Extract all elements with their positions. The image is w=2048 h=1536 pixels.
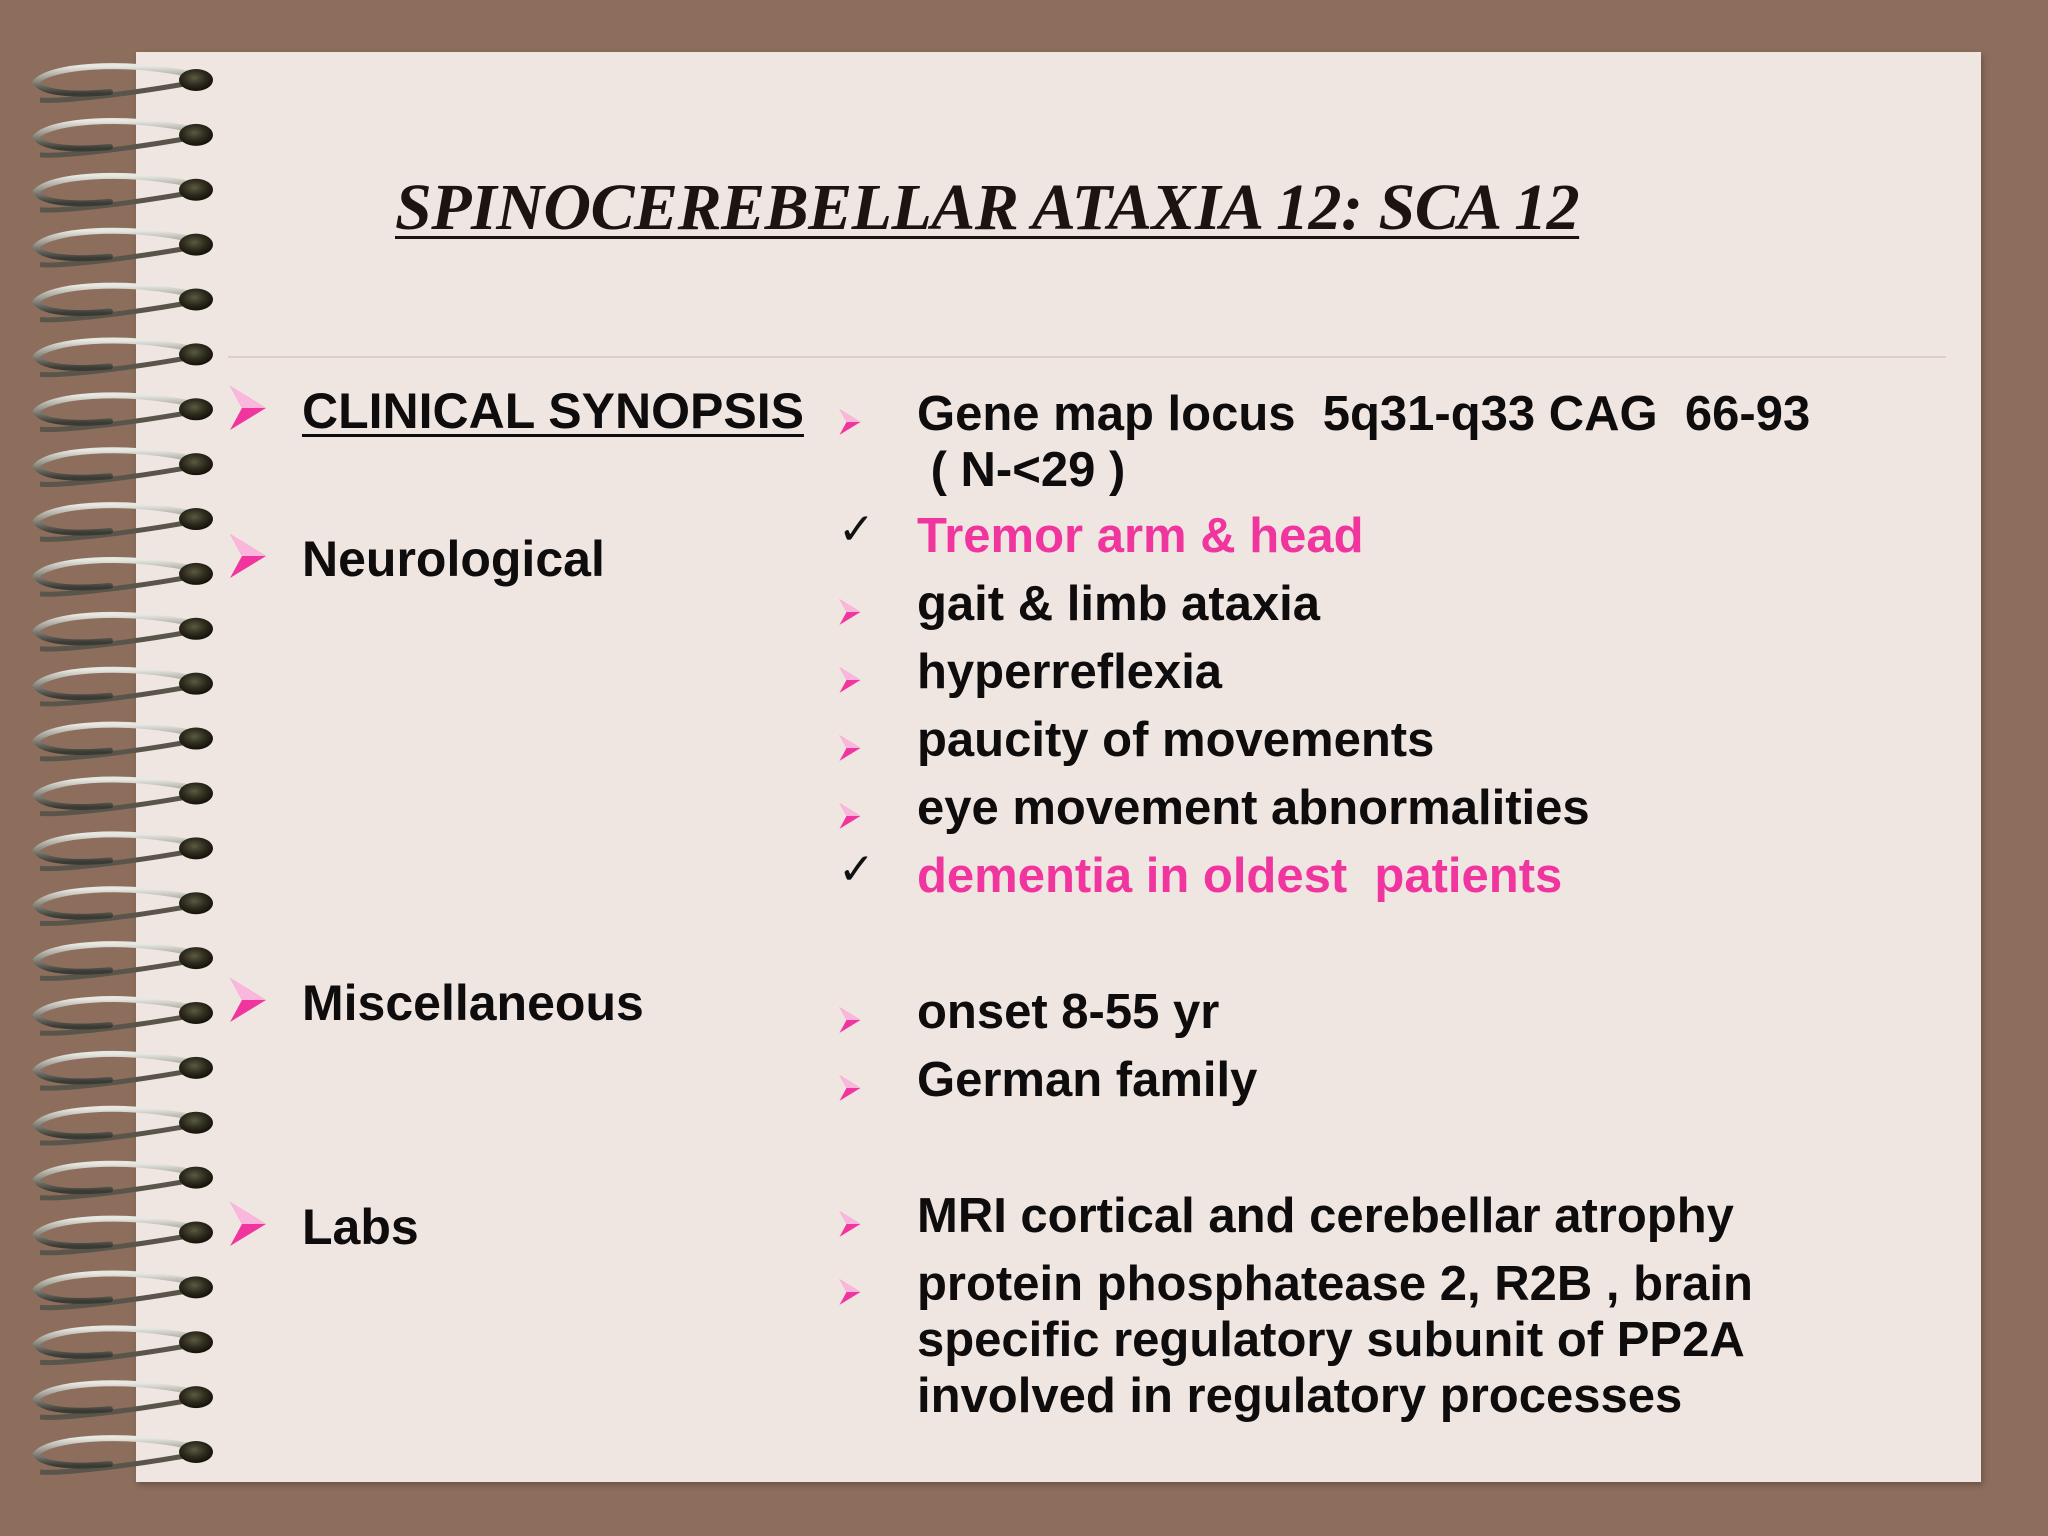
spiral-ring [36, 286, 213, 320]
left-category-label: Neurological [302, 531, 605, 587]
arrow-bullet-icon [838, 1058, 866, 1088]
spiral-ring [36, 121, 213, 155]
detail-text-line: onset 8-55 yr [917, 985, 1220, 1039]
left-category-label: CLINICAL SYNOPSIS [302, 383, 804, 439]
detail-text [917, 848, 1562, 904]
arrow-bullet-icon [228, 384, 268, 432]
arrow-bullet-icon [838, 582, 866, 612]
spiral-ring [36, 505, 213, 539]
checkmark-icon: ✓ [838, 844, 875, 895]
detail-text-line: dementia in oldest patients [917, 849, 1563, 903]
arrow-bullet-icon [838, 990, 866, 1020]
detail-text-line: hyperreflexia [917, 645, 1223, 699]
detail-text-line: MRI cortical and cerebellar atrophy [917, 1189, 1734, 1243]
arrow-bullet-icon [228, 1200, 268, 1248]
detail-text [917, 1052, 1257, 1108]
detail-text-line: involved in regulatory processes [917, 1369, 1683, 1423]
detail-text-line: specific regulatory subunit of PP2A [917, 1313, 1745, 1367]
spiral-ring [36, 1383, 213, 1417]
spiral-ring [36, 341, 213, 375]
spiral-ring [36, 450, 213, 484]
detail-text-line: gait & limb ataxia [917, 577, 1321, 631]
spiral-ring [36, 1438, 213, 1472]
arrow-bullet-icon [838, 786, 866, 816]
spiral-ring [36, 834, 213, 868]
detail-text-line: German family [917, 1053, 1258, 1107]
detail-text [917, 984, 1219, 1040]
title-divider [228, 356, 1946, 358]
arrow-bullet-icon [838, 650, 866, 680]
arrow-bullet-icon [838, 718, 866, 748]
detail-text [917, 1188, 1734, 1244]
detail-text [917, 576, 1320, 632]
detail-text-line: ( N-<29 ) [917, 443, 1126, 497]
spiral-ring [36, 1274, 213, 1308]
arrow-bullet-icon [228, 976, 268, 1024]
page-title: SPINOCEREBELLAR ATAXIA 12: SCA 12 [395, 171, 1580, 244]
detail-text-line: Tremor arm & head [917, 509, 1364, 563]
spiral-ring [36, 1328, 213, 1362]
spiral-ring [36, 780, 213, 814]
spiral-ring [36, 1109, 213, 1143]
spiral-ring [36, 176, 213, 210]
spiral-ring [36, 999, 213, 1033]
checkmark-icon: ✓ [838, 504, 875, 555]
detail-text [917, 1256, 1753, 1424]
spiral-ring [36, 889, 213, 923]
spiral-ring [36, 944, 213, 978]
left-category-label: Labs [302, 1199, 419, 1255]
spiral-ring [36, 395, 213, 429]
spiral-ring [36, 670, 213, 704]
spiral-binding [0, 0, 240, 1536]
spiral-ring [36, 231, 213, 265]
detail-text-line: eye movement abnormalities [917, 781, 1590, 835]
arrow-bullet-icon [838, 392, 866, 422]
detail-text [917, 508, 1364, 564]
detail-text-line: Gene map locus 5q31-q33 CAG 66-93 [917, 387, 1811, 441]
detail-text [917, 644, 1222, 700]
detail-text [917, 386, 1810, 498]
spiral-ring [36, 560, 213, 594]
spiral-ring [36, 1219, 213, 1253]
detail-text [917, 780, 1590, 836]
arrow-bullet-icon [228, 532, 268, 580]
detail-text-line: paucity of movements [917, 713, 1435, 767]
detail-text-line: protein phosphatease 2, R2B , brain [917, 1257, 1753, 1311]
spiral-ring [36, 66, 213, 100]
detail-text [917, 712, 1434, 768]
arrow-bullet-icon [838, 1194, 866, 1224]
arrow-bullet-icon [838, 1262, 866, 1292]
spiral-ring [36, 1164, 213, 1198]
spiral-ring [36, 725, 213, 759]
spiral-ring [36, 615, 213, 649]
spiral-ring [36, 1054, 213, 1088]
left-category-label: Miscellaneous [302, 975, 644, 1031]
